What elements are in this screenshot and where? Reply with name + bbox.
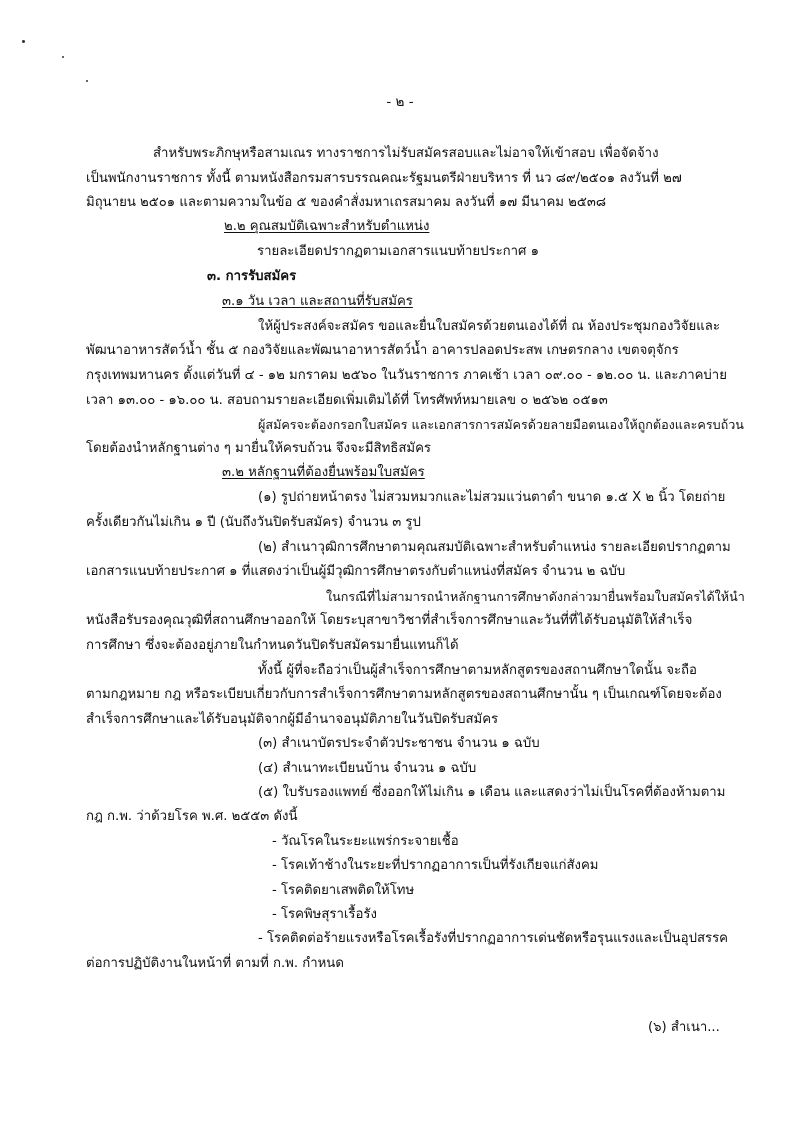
paragraph-line: กฎ ก.พ. ว่าด้วยโรค พ.ศ. ๒๕๕๓ ดังนี้ bbox=[86, 809, 298, 824]
paragraph-line: (๔) สำเนาทะเบียนบ้าน จำนวน ๑ ฉบับ bbox=[258, 761, 477, 776]
paragraph-line: หนังสือรับรองคุณวุฒิที่สถานศึกษาออกให้ โดยระบุสาขาวิชาที่สำเร็จการศึกษาและวันที่ที่ได้รับอนุมัติให้สำเร็จ bbox=[86, 613, 693, 628]
paragraph-line: กรุงเทพมหานคร ตั้งแต่วันที่ ๔ - ๑๒ มกราคม ๒๕๖๐ ในวันราชการ ภาคเช้า เวลา ๐๙.๐๐ - ๑๒.๐๐ น. และภาคบ่าย bbox=[86, 368, 727, 383]
list-item: - โรคพิษสุราเรื้อรัง bbox=[272, 907, 377, 922]
paragraph-line: ต่อการปฏิบัติงานในหน้าที่ ตามที่ ก.พ. กำหนด bbox=[86, 956, 344, 971]
paragraph-line: ครั้งเดียวกันไม่เกิน ๑ ปี (นับถึงวันปิดรับสมัคร) จำนวน ๓ รูป bbox=[86, 515, 421, 530]
paragraph-line: (๒) สำเนาวุฒิการศึกษาตามคุณสมบัติเฉพาะสำหรับตำแหน่ง รายละเอียดปรากฏตาม bbox=[258, 540, 731, 555]
section-heading: ๓. การรับสมัคร bbox=[207, 269, 297, 284]
list-item: - วัณโรคในระยะแพร่กระจายเชื้อ bbox=[272, 834, 459, 849]
paragraph-line: สำเร็จการศึกษาและได้รับอนุมัติจากผู้มีอำนาจอนุมัติภายในวันปิดรับสมัคร bbox=[86, 712, 499, 727]
paragraph-line: มิถุนายน ๒๕๐๑ และตามความในข้อ ๕ ของคำสั่งมหาเถรสมาคม ลงวันที่ ๑๗ มีนาคม ๒๕๓๘ bbox=[86, 195, 607, 210]
scan-speck bbox=[86, 80, 88, 82]
page-number: - ๒ - bbox=[386, 94, 414, 110]
section-heading: ๓.๒ หลักฐานที่ต้องยื่นพร้อมใบสมัคร bbox=[222, 465, 425, 480]
paragraph-line: การศึกษา ซึ่งจะต้องอยู่ภายในกำหนดวันปิดรับสมัครมายื่นแทนก็ได้ bbox=[86, 638, 459, 653]
paragraph-line: ตามกฎหมาย กฎ หรือระเบียบเกี่ยวกับการสำเร็จการศึกษาตามหลักสูตรของสถานศึกษานั้น ๆ เป็นเกณฑ์โดยจะต้อง bbox=[86, 687, 722, 702]
section-heading: ๓.๑ วัน เวลา และสถานที่รับสมัคร bbox=[222, 294, 413, 309]
section-heading: ๒.๒ คุณสมบัติเฉพาะสำหรับตำแหน่ง bbox=[224, 219, 430, 234]
scan-speck bbox=[62, 56, 64, 58]
paragraph-line: สำหรับพระภิกษุหรือสามเณร ทางราชการไม่รับสมัครสอบและไม่อาจให้เข้าสอบ เพื่อจัดจ้าง bbox=[153, 146, 659, 161]
list-item: - โรคเท้าช้างในระยะที่ปรากฏอาการเป็นที่รังเกียจแก่สังคม bbox=[272, 858, 599, 873]
paragraph-line: (๕) ใบรับรองแพทย์ ซึ่งออกให้ไม่เกิน ๑ เดือน และแสดงว่าไม่เป็นโรคที่ต้องห้ามตาม bbox=[258, 785, 726, 800]
paragraph-line: ให้ผู้ประสงค์จะสมัคร ขอและยื่นใบสมัครด้วยตนเองได้ที่ ณ ห้องประชุมกองวิจัยและ bbox=[258, 319, 720, 334]
paragraph-line: รายละเอียดปรากฏตามเอกสารแนบท้ายประกาศ ๑ bbox=[257, 244, 539, 259]
list-item: - โรคติดต่อร้ายแรงหรือโรคเรื้อรังที่ปรากฏอาการเด่นชัดหรือรุนแรงและเป็นอุปสรรค bbox=[258, 931, 728, 946]
scan-speck bbox=[22, 40, 25, 43]
list-item: - โรคติดยาเสพติดให้โทษ bbox=[272, 883, 415, 898]
continuation-marker: (๖) สำเนา... bbox=[648, 1020, 720, 1035]
paragraph-line: ในกรณีที่ไม่สามารถนำหลักฐานการศึกษาดังกล่าวมายื่นพร้อมใบสมัครได้ให้นำ bbox=[326, 589, 745, 604]
paragraph-line: (๑) รูปถ่ายหน้าตรง ไม่สวมหมวกและไม่สวมแว่นตาดำ ขนาด ๑.๕ X ๒ นิ้ว โดยถ่าย bbox=[258, 490, 726, 505]
paragraph-line: เวลา ๑๓.๐๐ - ๑๖.๐๐ น. สอบถามรายละเอียดเพิ่มเติมได้ที่ โทรศัพท์หมายเลข ๐ ๒๕๖๒ ๐๕๑๓ bbox=[86, 393, 608, 408]
paragraph-line: พัฒนาอาหารสัตว์น้ำ ชั้น ๕ กองวิจัยและพัฒนาอาหารสัตว์น้ำ อาคารปลอดประสพ เกษตรกลาง เขตจตุจักร bbox=[86, 343, 679, 358]
paragraph-line: ทั้งนี้ ผู้ที่จะถือว่าเป็นผู้สำเร็จการศึกษาตามหลักสูตรของสถานศึกษาใดนั้น จะถือ bbox=[258, 663, 697, 678]
paragraph-line: โดยต้องนำหลักฐานต่าง ๆ มายื่นให้ครบถ้วน จึงจะมีสิทธิสมัคร bbox=[86, 441, 431, 456]
paragraph-line: เอกสารแนบท้ายประกาศ ๑ ที่แสดงว่าเป็นผู้มีวุฒิการศึกษาตรงกับตำแหน่งที่สมัคร จำนวน ๒ ฉบับ bbox=[86, 564, 626, 579]
paragraph-line: ผู้สมัครจะต้องกรอกใบสมัคร และเอกสารการสมัครด้วยลายมือตนเองให้ถูกต้องและครบถ้วน bbox=[258, 417, 744, 432]
paragraph-line: เป็นพนักงานราชการ ทั้งนี้ ตามหนังสือกรมสารบรรณคณะรัฐมนตรีฝ่ายบริหาร ที่ นว ๘๙/๒๕๐๑ ลงวันที่ ๒๗ bbox=[86, 171, 682, 186]
paragraph-line: (๓) สำเนาบัตรประจำตัวประชาชน จำนวน ๑ ฉบับ bbox=[258, 736, 540, 751]
